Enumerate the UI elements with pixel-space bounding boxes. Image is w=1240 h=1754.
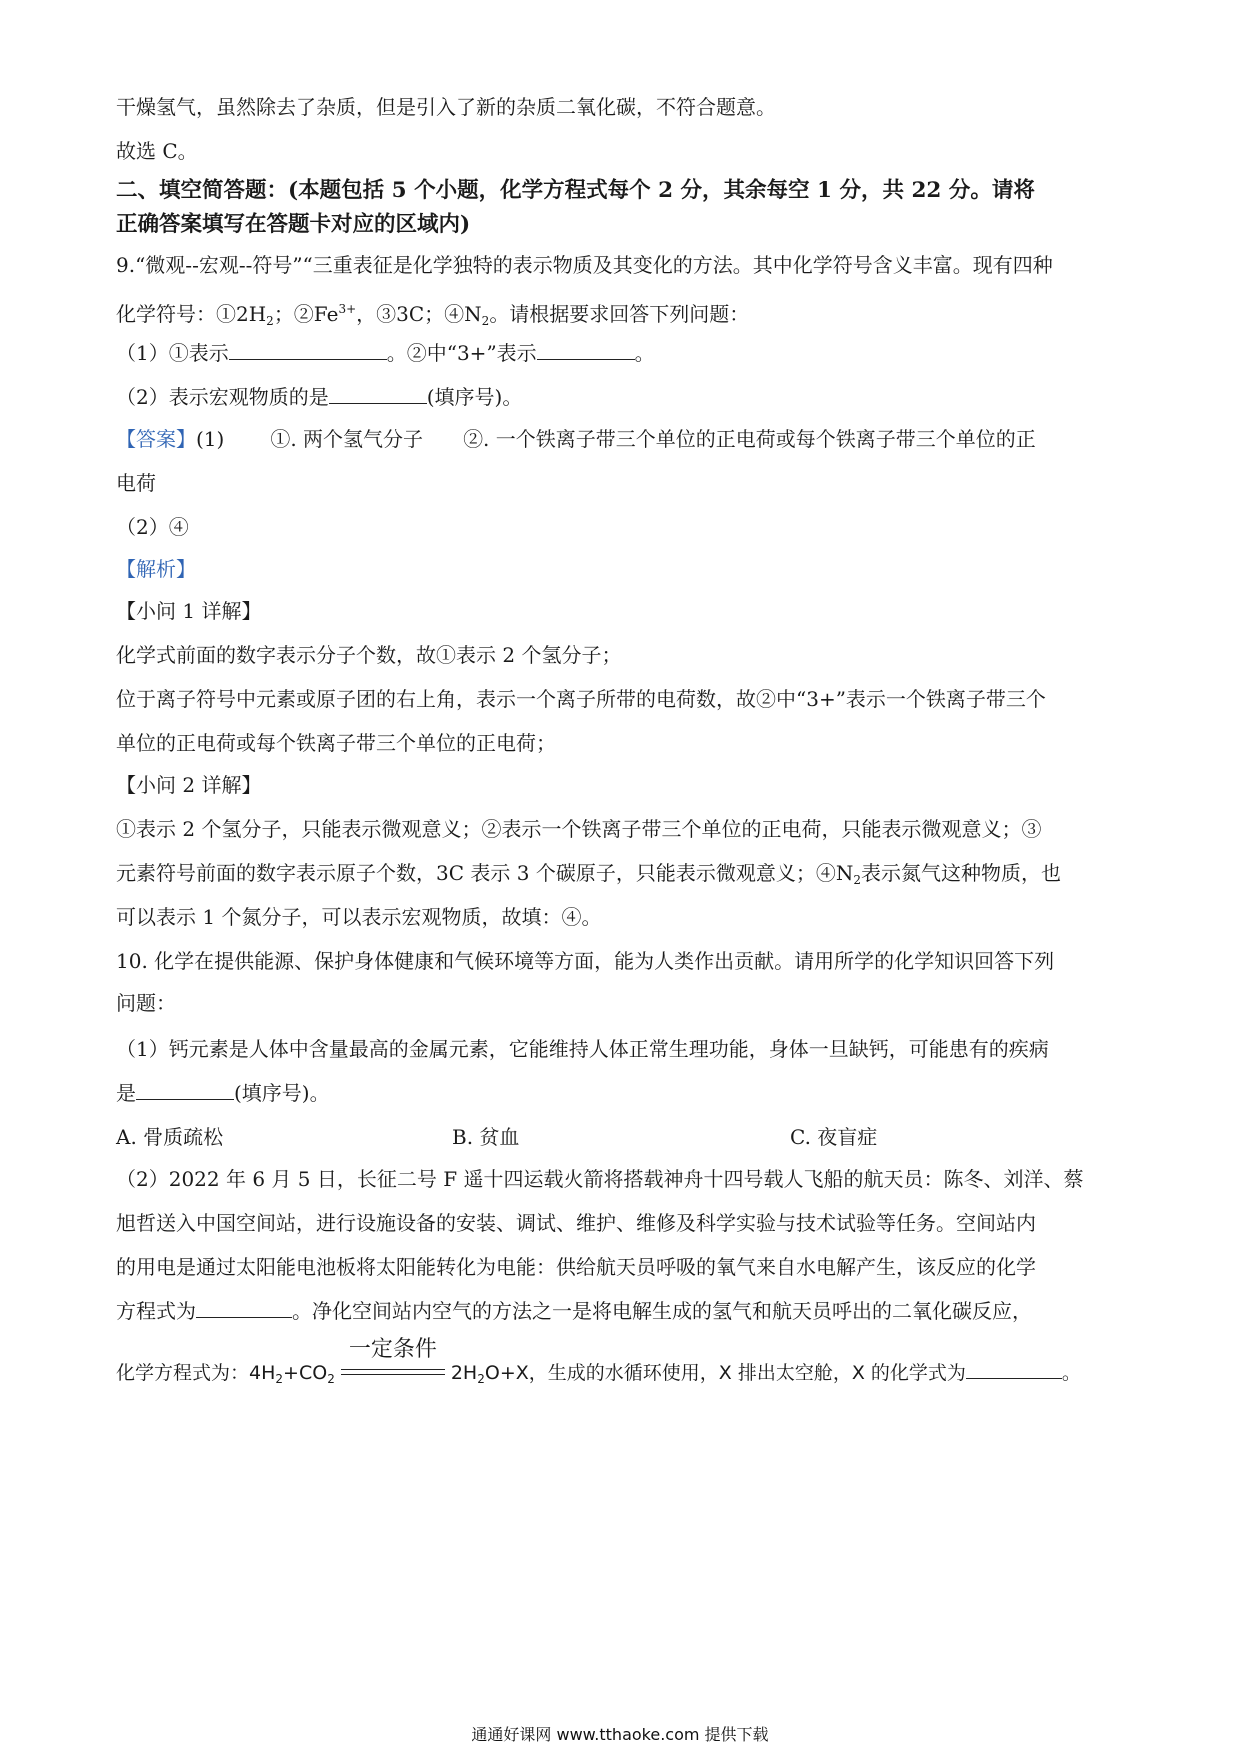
equation-text: 2H [450, 1362, 478, 1384]
q10-options [116, 1122, 1126, 1152]
prev-choice-line: 故选 C。 [116, 139, 198, 163]
option-c[interactable]: C. 夜盲症 [790, 1125, 878, 1149]
q10-sub2-line3: 的用电是通过太阳能电池板将太阳能转化为电能：供给航天员呼吸的氧气来自水电解产生，该反应的化学 [116, 1255, 1036, 1279]
q10-stem-line1: 10. 化学在提供能源、保护身体健康和气候环境等方面，能为人类作出贡献。请用所学的化学知识回答下列 [116, 949, 1055, 973]
answer-tag: 【答案】 [116, 427, 196, 451]
analysis-tag: 【解析】 [116, 557, 196, 581]
detail2-text: 元素符号前面的数字表示原子个数，3C 表示 3 个碳原子，只能表示微观意义；④N [116, 861, 854, 885]
q9-sub1-text: 。②中“3+”表示 [386, 341, 537, 365]
detail1-line2: 位于离子符号中元素或原子团的右上角，表示一个离子所带的电荷数，故②中“3+”表示一个铁离子带三个 [116, 687, 1046, 711]
detail1-line1: 化学式前面的数字表示分子个数，故①表示 2 个氢分子； [116, 643, 622, 667]
q9-sub1-text: （1）①表示 [116, 341, 229, 365]
q9-stem-line1: 9.“微观--宏观--符号”“三重表征是化学独特的表示物质及其变化的方法。其中化学符号含义丰富。现有四种 [116, 253, 1053, 277]
q9-stem-text: ；②Fe [273, 302, 339, 326]
answer-blank[interactable] [329, 383, 427, 404]
detail2-line1: ①表示 2 个氢分子，只能表示微观意义；②表示一个铁离子带三个单位的正电荷，只能表示微观意义；③ [116, 817, 1042, 841]
detail1-title: 【小问 1 详解】 [116, 599, 262, 623]
q10-sub1-text: (填序号)。 [234, 1081, 330, 1105]
answer-blank[interactable] [229, 339, 387, 360]
answer-blank[interactable] [537, 339, 635, 360]
q10-sub2-line2: 旭哲送入中国空间站，进行设施设备的安装、调试、维护、维修及科学实验与技术试验等任务。空间站内 [116, 1211, 1036, 1235]
q9-stem-text: ，③3C；④N [356, 302, 482, 326]
answer-blank[interactable] [196, 1297, 292, 1318]
page-footer: 通通好课网 www.tthaoke.com 提供下载 [471, 1725, 769, 1744]
q9-answer-2: （2）④ [116, 515, 189, 539]
subscript: 2 [481, 314, 490, 328]
equation-text: 。 [1061, 1362, 1081, 1384]
q9-answer-cont: 电荷 [116, 471, 156, 495]
answer-part-label: (1) [196, 427, 225, 451]
detail2-line3: 可以表示 1 个氮分子，可以表示宏观物质，故填：④。 [116, 905, 602, 929]
detail2-line2 [116, 858, 1126, 895]
subscript: 2 [327, 1372, 335, 1386]
detail2-text: 表示氮气这种物质，也 [860, 861, 1061, 885]
q9-sub2-text: (填序号)。 [426, 385, 523, 409]
equation-text: +CO [283, 1362, 328, 1384]
reaction-condition-arrow [341, 1336, 445, 1389]
q9-answer-line [116, 424, 1126, 454]
answer-item: ②. 一个铁离子带三个单位的正电荷或每个铁离子带三个单位的正 [463, 427, 1036, 451]
reaction-condition-label: 一定条件 [348, 1336, 437, 1362]
q9-sub1 [116, 338, 1126, 368]
equation-text: O+X [484, 1362, 529, 1384]
subscript: 2 [266, 314, 274, 328]
section-heading-line1: 二、填空简答题：(本题包括 5 个小题，化学方程式每个 2 分，其余每空 1 分，共 22 分。请将 [116, 178, 1035, 203]
q10-sub1-line1: （1）钙元素是人体中含量最高的金属元素，它能维持人体正常生理功能，身体一旦缺钙，可能患有的疾病 [116, 1037, 1049, 1061]
q9-stem-text: 。请根据要求回答下列问题： [489, 302, 750, 326]
q9-stem-text: 化学符号：①2H [116, 302, 267, 326]
q9-sub1-text: 。 [634, 341, 655, 365]
q9-sub2 [116, 382, 1126, 412]
q10-sub1-text: 是 [116, 1081, 136, 1105]
detail2-title: 【小问 2 详解】 [116, 773, 262, 797]
q10-sub2-line1: （2）2022 年 6 月 5 日，长征二号 F 遥十四运载火箭将搭载神舟十四号载人飞船的航天员：陈冬、刘洋、蔡 [116, 1167, 1084, 1191]
equation-text: ，生成的水循环使用，X 排出太空舱，X 的化学式为 [528, 1362, 966, 1384]
answer-blank[interactable] [966, 1358, 1062, 1379]
q9-stem-line2 [116, 294, 1126, 336]
answer-item: ①. 两个氢气分子 [270, 427, 424, 451]
answer-blank[interactable] [136, 1079, 234, 1100]
option-b[interactable]: B. 贫血 [452, 1125, 520, 1149]
q10-sub2-text: 。净化空间站内空气的方法之一是将电解生成的氢气和航天员呼出的二氧化碳反应， [292, 1299, 1032, 1323]
subscript: 2 [853, 873, 861, 887]
subscript: 2 [477, 1372, 485, 1386]
q10-sub2-line4 [116, 1296, 1126, 1326]
subscript: 2 [275, 1372, 284, 1386]
q9-sub2-text: （2）表示宏观物质的是 [116, 385, 329, 409]
q10-stem-line2: 问题： [116, 991, 176, 1015]
q10-sub1-line2 [116, 1078, 1126, 1108]
q10-sub2-text: 方程式为 [116, 1299, 196, 1323]
section-heading-line2: 正确答案填写在答题卡对应的区域内) [116, 212, 471, 237]
detail1-line3: 单位的正电荷或每个铁离子带三个单位的正电荷； [116, 731, 556, 755]
prev-answer-line: 干燥氢气，虽然除去了杂质，但是引入了新的杂质二氧化碳，不符合题意。 [116, 95, 776, 119]
q10-equation-line [116, 1336, 1126, 1394]
option-a[interactable]: A. 骨质疏松 [116, 1125, 224, 1149]
equation-text: 化学方程式为：4H [116, 1362, 276, 1384]
superscript: 3+ [338, 302, 357, 316]
